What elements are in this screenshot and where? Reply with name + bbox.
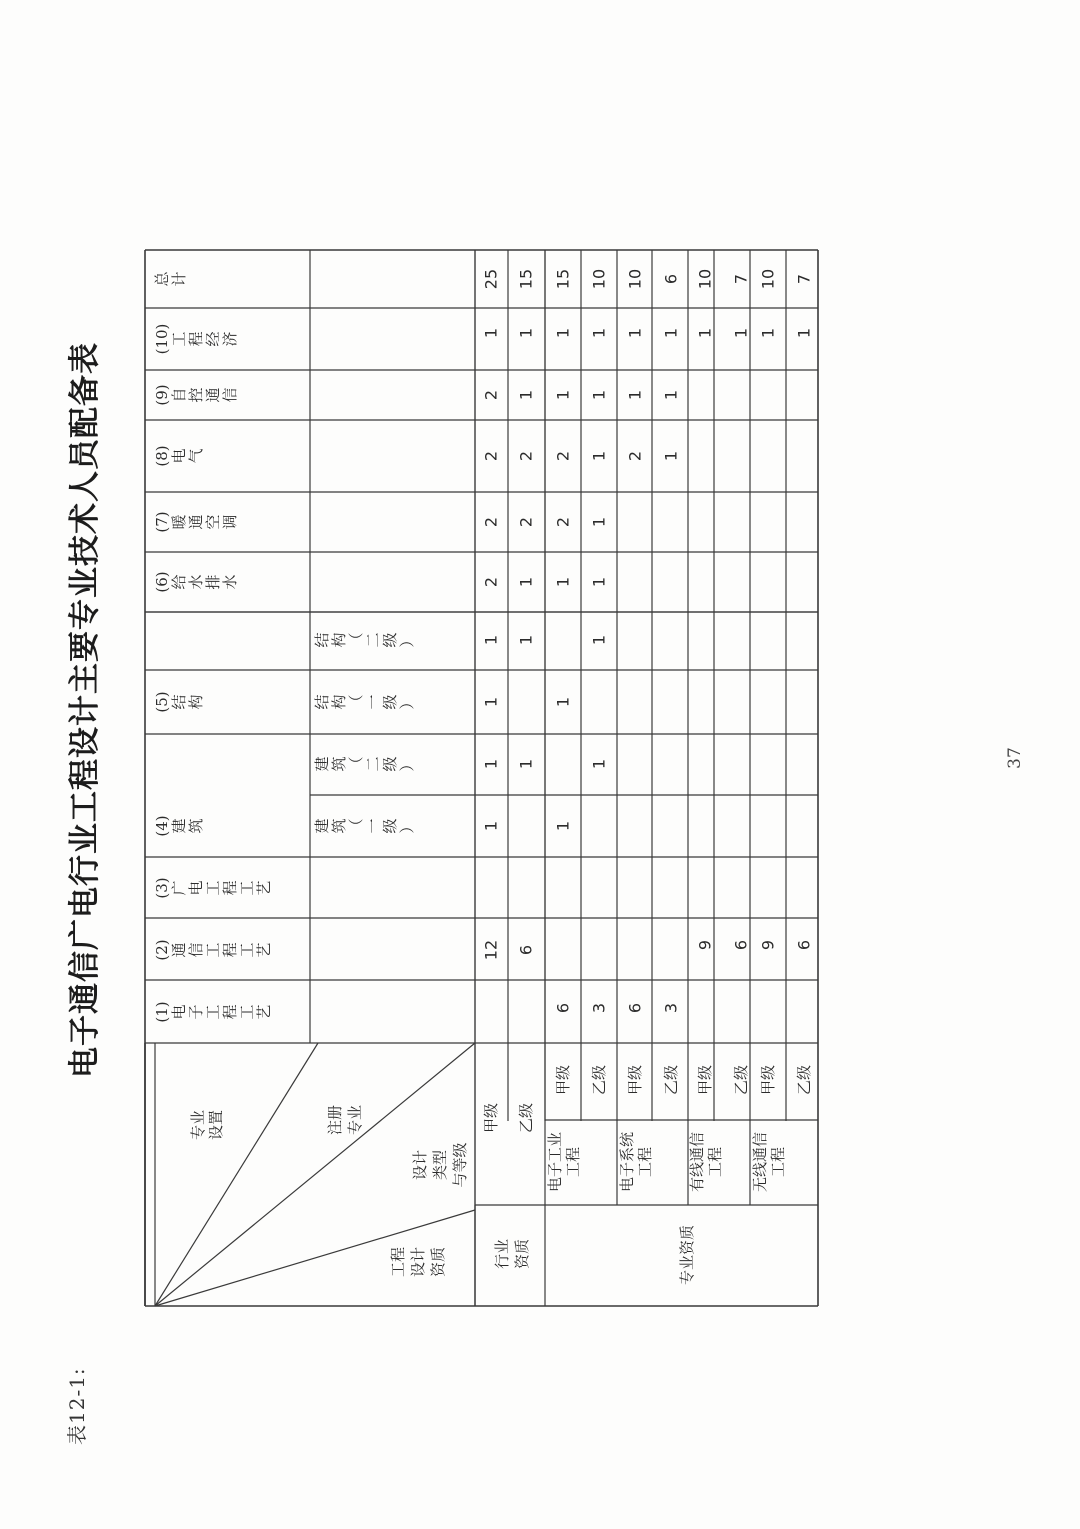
specialty-qualification-label: 专业资质 [678, 1224, 696, 1286]
cell-value-total: 15 [516, 268, 536, 290]
column-header-char: 通 [204, 387, 222, 403]
grade-label: 甲级 [759, 1064, 777, 1096]
column-header-char: 通 [187, 514, 205, 530]
cell-value-hvac: 1 [589, 516, 609, 528]
cell-value-total: 6 [661, 273, 681, 285]
column-header-char: 工 [204, 1004, 222, 1020]
cell-value-c1: 3 [661, 1002, 681, 1014]
sub-header-char: 建 [313, 756, 331, 772]
cell-value-electrical: 1 [589, 450, 609, 462]
cell-value-economics: 1 [553, 327, 573, 339]
sub-header-char: 构 [330, 694, 348, 710]
specialty-group-name: 电子系统 [618, 1131, 636, 1193]
cell-value-electrical: 2 [553, 450, 573, 462]
cell-value-struct2: 1 [481, 634, 501, 646]
grade-label: 乙级 [590, 1064, 608, 1096]
sub-header-char: ） [398, 632, 416, 648]
cell-value-economics: 1 [481, 327, 501, 339]
cell-value-electrical: 2 [516, 450, 536, 462]
page-number: 37 [1005, 747, 1025, 769]
column-header-char: 总 [153, 271, 171, 287]
corner-specialty-label: 专业 [189, 1109, 207, 1141]
column-header-char: 筑 [187, 818, 205, 834]
cell-value-hvac: 2 [553, 516, 573, 528]
sub-header-char: 筑 [330, 818, 348, 834]
cell-value-economics: 1 [695, 327, 715, 339]
corner-qualification-label: 设计 [409, 1246, 427, 1278]
sub-header-char: 级 [381, 756, 399, 772]
specialty-group-name: 无线通信 [751, 1131, 769, 1193]
cell-value-economics: 1 [731, 327, 751, 339]
cell-value-automation: 1 [553, 389, 573, 401]
sub-header-char: 构 [330, 632, 348, 648]
sub-header-char: ） [398, 756, 416, 772]
sub-header-char: （ [347, 818, 365, 834]
column-header-char: 工 [238, 942, 256, 958]
process-value: 6 [516, 944, 536, 956]
diagonal-line [155, 1043, 318, 1306]
column-header-char: 广 [170, 880, 188, 896]
cell-value-economics: 1 [516, 327, 536, 339]
sub-header-char: 结 [313, 632, 331, 648]
sub-header-char: 二 [364, 632, 382, 648]
cell-value-economics: 1 [625, 327, 645, 339]
grade-label: 甲级 [554, 1064, 572, 1096]
cell-value-c1: 3 [589, 1002, 609, 1014]
column-number: (8) [153, 445, 171, 467]
column-number: (7) [153, 511, 171, 533]
cell-value-arch1: 1 [481, 820, 501, 832]
cell-value-water: 1 [589, 576, 609, 588]
cell-value-total: 10 [589, 268, 609, 290]
grade-label: 乙级 [795, 1064, 813, 1096]
column-header-char: 调 [221, 514, 239, 530]
grade-label: 甲级 [696, 1064, 714, 1096]
industry-qualification-label: 资质 [513, 1238, 531, 1270]
column-header-char: 排 [204, 574, 222, 590]
corner-registered-label: 注册 [326, 1104, 344, 1136]
cell-value-struct2: 1 [589, 634, 609, 646]
cell-value-total: 15 [553, 268, 573, 290]
column-header-char: 工 [204, 942, 222, 958]
cell-value-c2: 6 [731, 939, 751, 951]
column-header-char: 子 [187, 1004, 205, 1020]
sub-header-char: 二 [364, 756, 382, 772]
cell-value-c1: 6 [625, 1002, 645, 1014]
corner-registered-label: 专业 [346, 1104, 364, 1136]
column-header-char: 电 [170, 1004, 188, 1020]
cell-value-electrical: 1 [661, 450, 681, 462]
cell-value-economics: 1 [589, 327, 609, 339]
sub-header-char: 级 [381, 694, 399, 710]
sub-header-char: 一 [364, 818, 382, 834]
corner-design-type-label: 类型 [431, 1149, 449, 1181]
cell-value-automation: 1 [661, 389, 681, 401]
cell-value-economics: 1 [758, 327, 778, 339]
column-header-char: 工 [238, 1004, 256, 1020]
cell-value-water: 1 [516, 576, 536, 588]
column-header-char: 暖 [170, 514, 188, 530]
column-number: (4) [153, 815, 171, 837]
column-header-char: 水 [221, 574, 239, 590]
sub-header-char: （ [347, 632, 365, 648]
column-number: (2) [153, 939, 171, 961]
column-header-char: 计 [170, 271, 188, 287]
column-number: (9) [153, 384, 171, 406]
column-header-char: 给 [170, 574, 188, 590]
column-header-char: 程 [187, 331, 205, 347]
sub-header-char: 结 [313, 694, 331, 710]
column-header-char: 水 [187, 574, 205, 590]
diagonal-line [155, 1210, 475, 1306]
cell-value-arch2: 1 [516, 758, 536, 770]
column-header-char: 构 [187, 694, 205, 710]
industry-qualification-label: 行业 [493, 1238, 511, 1270]
sub-header-char: （ [347, 756, 365, 772]
specialty-group-name: 电子工业 [546, 1131, 564, 1193]
corner-design-type-label: 设计 [411, 1149, 429, 1181]
column-header-char: 电 [187, 880, 205, 896]
column-header-char: 艺 [255, 1004, 273, 1020]
corner-qualification-label: 工程 [389, 1246, 407, 1278]
grade-label: 乙级 [662, 1064, 680, 1096]
cell-value-economics: 1 [661, 327, 681, 339]
grade-label: 乙级 [732, 1064, 750, 1096]
cell-value-economics: 1 [794, 327, 814, 339]
specialty-group-name: 工程 [636, 1146, 654, 1178]
grade-label: 甲级 [626, 1064, 644, 1096]
cell-value-arch2: 1 [589, 758, 609, 770]
cell-value-water: 1 [553, 576, 573, 588]
specialty-group-name: 工程 [564, 1146, 582, 1178]
column-header-char: 控 [187, 387, 205, 403]
column-header-char: 信 [187, 942, 205, 958]
grade-label: 甲级 [482, 1102, 500, 1134]
specialty-group-name: 有线通信 [688, 1131, 706, 1193]
column-header-char: 经 [204, 331, 222, 347]
sub-header-char: ） [398, 694, 416, 710]
sub-header-char: 级 [381, 818, 399, 834]
column-header-char: 气 [187, 448, 205, 464]
cell-value-total: 7 [731, 273, 751, 285]
column-header-char: 济 [221, 331, 239, 347]
corner-specialty-label: 设置 [207, 1109, 225, 1141]
column-header-char: 程 [221, 942, 239, 958]
cell-value-automation: 1 [516, 389, 536, 401]
column-header-char: 建 [170, 818, 188, 834]
cell-value-arch2: 1 [481, 758, 501, 770]
column-header-char: 程 [221, 1004, 239, 1020]
grade-label: 乙级 [517, 1102, 535, 1134]
specialty-group-name: 工程 [706, 1146, 724, 1178]
column-header-char: 通 [170, 942, 188, 958]
column-header-char: 信 [221, 387, 239, 403]
cell-value-automation: 1 [625, 389, 645, 401]
column-header-char: 艺 [255, 880, 273, 896]
column-header-char: 艺 [255, 942, 273, 958]
cell-value-total: 25 [481, 268, 501, 290]
document-title: 电子通信广电行业工程设计主要专业技术人员配备表 [67, 342, 103, 1078]
cell-value-water: 2 [481, 576, 501, 588]
sub-header-char: 筑 [330, 756, 348, 772]
cell-value-c2: 6 [794, 939, 814, 951]
column-header-char: 工 [238, 880, 256, 896]
cell-value-c2: 9 [695, 939, 715, 951]
cell-value-total: 7 [794, 273, 814, 285]
cell-value-c1: 6 [553, 1002, 573, 1014]
column-number: (5) [153, 691, 171, 713]
sub-header-char: 建 [313, 818, 331, 834]
column-number: (10) [153, 323, 171, 355]
column-header-char: 空 [204, 514, 222, 530]
specialty-group-name: 工程 [769, 1146, 787, 1178]
cell-value-struct1: 1 [481, 696, 501, 708]
cell-value-struct1: 1 [553, 696, 573, 708]
process-value: 12 [481, 939, 501, 961]
cell-value-c2: 9 [758, 939, 778, 951]
column-header-char: 结 [170, 694, 188, 710]
sub-header-char: ） [398, 818, 416, 834]
column-header-char: 自 [170, 387, 188, 403]
sub-header-char: 一 [364, 694, 382, 710]
cell-value-arch1: 1 [553, 820, 573, 832]
column-header-char: 电 [170, 448, 188, 464]
column-header-char: 工 [204, 880, 222, 896]
cell-value-total: 10 [758, 268, 778, 290]
sub-header-char: 级 [381, 632, 399, 648]
cell-value-hvac: 2 [516, 516, 536, 528]
column-number: (3) [153, 877, 171, 899]
column-number: (6) [153, 571, 171, 593]
cell-value-electrical: 2 [481, 450, 501, 462]
cell-value-automation: 1 [589, 389, 609, 401]
column-header-char: 程 [221, 880, 239, 896]
corner-design-type-label: 与等级 [451, 1142, 469, 1188]
table-label: 表12-1: [65, 1367, 89, 1445]
cell-value-hvac: 2 [481, 516, 501, 528]
cell-value-total: 10 [695, 268, 715, 290]
cell-value-total: 10 [625, 268, 645, 290]
sub-header-char: （ [347, 694, 365, 710]
corner-qualification-label: 资质 [429, 1246, 447, 1278]
cell-value-struct2: 1 [516, 634, 536, 646]
column-header-char: 工 [170, 331, 188, 347]
column-number: (1) [153, 1001, 171, 1023]
cell-value-automation: 2 [481, 389, 501, 401]
cell-value-electrical: 2 [625, 450, 645, 462]
